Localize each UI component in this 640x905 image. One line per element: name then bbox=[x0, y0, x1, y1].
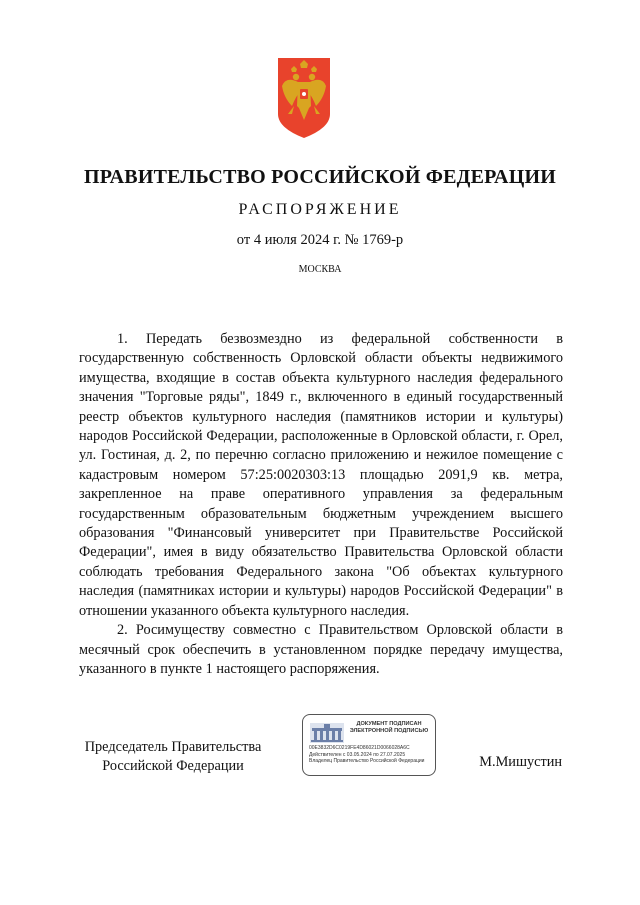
coat-of-arms-emblem bbox=[276, 56, 332, 140]
double-headed-eagle-icon bbox=[276, 56, 332, 140]
document-date-number: от 4 июля 2024 г. № 1769-р bbox=[236, 232, 404, 248]
stamp-details bbox=[309, 745, 433, 765]
government-title: ПРАВИТЕЛЬСТВО РОССИЙСКОЙ ФЕДЕРАЦИИ bbox=[84, 166, 556, 188]
signer-name: М.Мишустин bbox=[479, 754, 562, 770]
stamp-validity: Действителен с 03.05.2024 по 27.07.2025 bbox=[309, 751, 406, 758]
stamp-serial: 00E3832D6C0219FE4D86021D0066028A6C bbox=[309, 745, 410, 751]
paragraph-2: 2. Росимуществу совместно с Правительством Орловской области в месячный срок обеспечить в установленном порядке передачу имущества, указанного в пункте 1 настоящего распоряжения. bbox=[79, 622, 563, 677]
document-city: МОСКВА bbox=[298, 264, 342, 275]
electronic-signature-stamp bbox=[302, 714, 436, 776]
stamp-owner: Владелец Правительство Российской Федерации bbox=[309, 758, 425, 765]
document-body bbox=[79, 330, 563, 679]
government-building-icon bbox=[309, 721, 345, 745]
stamp-heading: ДОКУМЕНТ ПОДПИСАН ЭЛЕКТРОННОЙ ПОДПИСЬЮ bbox=[349, 721, 429, 734]
signer-position: Председатель Правительства Российской Федерации bbox=[84, 739, 262, 774]
document-type: РАСПОРЯЖЕНИЕ bbox=[238, 201, 402, 218]
paragraph-1: 1. Передать безвозмездно из федеральной собственности в государственную собственность Орловской области объекты недвижимого имущества, входящие в состав объекта культурного наследия федерального значения "Торговые ряды", 1849 г., включенного в единый государственный реестр объектов культурного наследия (памятников истории и культуры) народов Российской Федерации, расположенные в Орловской области, г. Орел, ул. Гостиная, д. 2, по перечню согласно приложению и нежилое помещение с кадастровым номером 57:25:0020303:13 площадью 2091,9 кв. метра, закрепленное на праве оперативного управления за федеральным государственным образовательным бюджетным учреждением высшего образования "Финансовый университет при Правительстве Российской Федерации", имея в виду обязательство Правительства Орловской области соблюдать требования Федерального закона "Об объектах культурного наследия (памятниках истории и культуры) народов Российской Федерации" в отношении указанного объекта культурного наследия. bbox=[79, 331, 563, 619]
